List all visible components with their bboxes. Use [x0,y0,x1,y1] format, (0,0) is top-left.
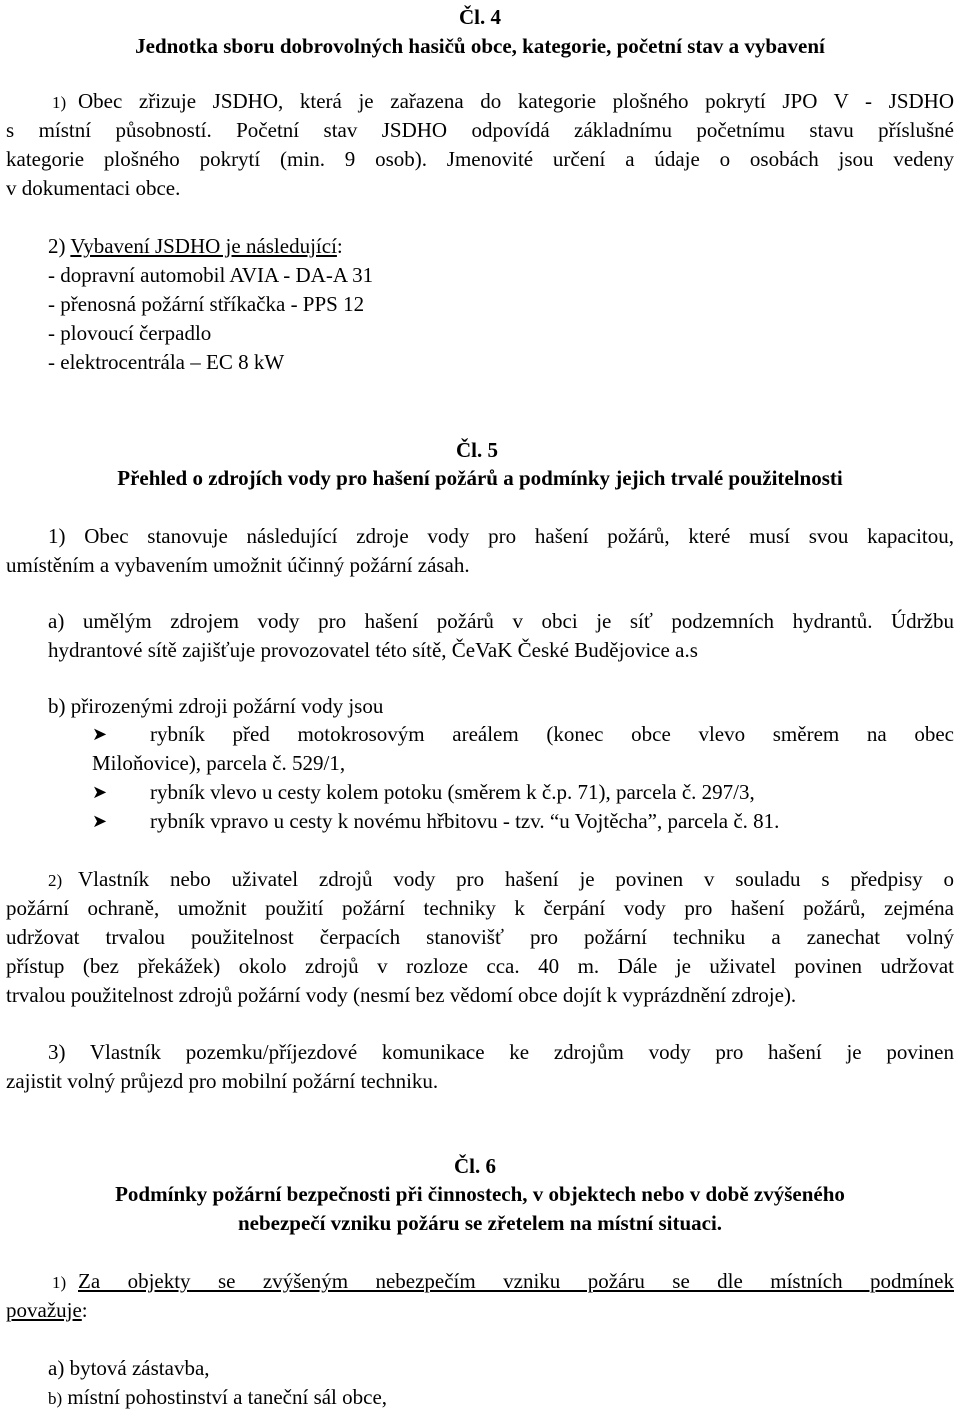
art5-p2-number: 2) [48,871,63,890]
arrow-bullet-icon: ➤ [92,782,108,802]
art5-p2-line1: Vlastník nebo uživatel zdrojů vody pro hašení je povinen v souladu s předpisy o [78,867,954,891]
art5-p3-line1: 3) Vlastník pozemku/příjezdové komunikace ke zdrojům vody pro hašení je povinen [48,1040,954,1064]
art6-p1-line1: Za objekty se zvýšeným nebezpečím vzniku požáru se dle místních podmínek [78,1269,954,1293]
art4-p1-line3: kategorie plošného pokrytí (min. 9 osob). Jmenovité určení a údaje o osobách jsou vedeny [6,147,954,171]
article-6-title-line2: nebezpečí vzniku požáru se zřetelem na místní situaci. [237,1211,723,1235]
art4-p1-number: 1) [52,93,67,112]
art4-p2-number: 2) [48,234,66,258]
art5-p2-line4: přístup (bez překážek) okolo zdrojů v rozloze cca. 40 m. Dále je uživatel povinen udržovat [6,954,954,978]
art4-p2-intro: Vybavení JSDHO je následující [70,234,337,258]
article-5-heading: Čl. 5 [456,438,498,462]
arrow-bullet-icon: ➤ [92,811,108,831]
equipment-item: - plovoucí čerpadlo [48,321,212,345]
art5-p2-line2: požární ochraně, umožnit použití požární techniky k čerpání vody pro hašení požárů, zejména [6,896,954,920]
equipment-item: - přenosná požární stříkačka - PPS 12 [48,292,365,316]
art6-item-a-text: bytová zástavba, [69,1356,210,1380]
equipment-item: - dopravní automobil AVIA - DA-A 31 [48,263,374,287]
art5-p1-line2: umístěním a vybavením umožnit účinný požární zásah. [6,553,470,577]
article-6-heading: Čl. 6 [454,1154,496,1178]
art6-item-b-text: místní pohostinství a taneční sál obce, [67,1385,388,1409]
art5-a-line2: hydrantové sítě zajišťuje provozovatel této sítě, ČeVaK České Budějovice a.s [48,638,698,662]
arrow-bullet-icon: ➤ [92,724,108,744]
art4-p1-line1: Obec zřizuje JSDHO, která je zařazena do kategorie plošného pokrytí JPO V - JSDHO [78,89,954,113]
art4-p2 [48,233,343,259]
art6-p1-line2-text: považuje [6,1298,82,1322]
art4-p1-line2: s místní působností. Početní stav JSDHO odpovídá základnímu početnímu stavu příslušné [6,118,954,142]
equipment-item: - elektrocentrála – EC 8 kW [48,350,285,374]
art5-p2-line3: udržovat trvalou použitelnost čerpacích stanovišť pro požární techniku a zanechat volný [6,925,954,949]
art5-b-bullet1-line1: rybník před motokrosovým areálem (konec obce vlevo směrem na obec [150,722,954,746]
article-4-heading: Čl. 4 [459,5,501,29]
art5-p3-line2: zajistit volný průjezd pro mobilní požární techniku. [6,1069,439,1093]
art5-b-intro: b) přirozenými zdroji požární vody jsou [48,694,384,718]
article-5-title: Přehled o zdrojích vody pro hašení požárů a podmínky jejich trvalé použitelnosti [117,466,843,490]
art4-p1-line4: v dokumentaci obce. [6,176,181,200]
art5-p1-line1: 1) Obec stanovuje následující zdroje vody pro hašení požárů, které musí svou kapacitou, [48,524,954,548]
art6-item-a [48,1355,210,1381]
art5-b-bullet1-line2: Miloňovice), parcela č. 529/1, [92,751,346,775]
art6-item-b [48,1384,387,1412]
art5-b-bullet2: rybník vlevo u cesty kolem potoku (směrem k č.p. 71), parcela č. 297/3, [150,780,755,804]
art5-p2-line5: trvalou použitelnost zdrojů požární vody (nesmí bez vědomí obce dojít k vyprázdnění zdroje). [6,983,797,1007]
art6-p1-colon: : [81,1298,88,1322]
art6-p1-line2 [6,1297,88,1323]
art4-p2-colon: : [336,234,343,258]
art6-p1-number: 1) [52,1273,67,1292]
art6-item-b-label: b) [48,1389,63,1408]
art5-b-bullet3: rybník vpravo u cesty k novému hřbitovu - tzv. “u Vojtěcha”, parcela č. 81. [150,809,780,833]
art5-a-line1: a) umělým zdrojem vody pro hašení požárů v obci je síť podzemních hydrantů. Údržbu [48,609,954,633]
article-4-title: Jednotka sboru dobrovolných hasičů obce, kategorie, početní stav a vybavení [135,34,825,58]
art6-item-a-label: a) [48,1356,65,1380]
article-6-title-line1: Podmínky požární bezpečnosti při činnostech, v objektech nebo v době zvýšeného [115,1182,845,1206]
